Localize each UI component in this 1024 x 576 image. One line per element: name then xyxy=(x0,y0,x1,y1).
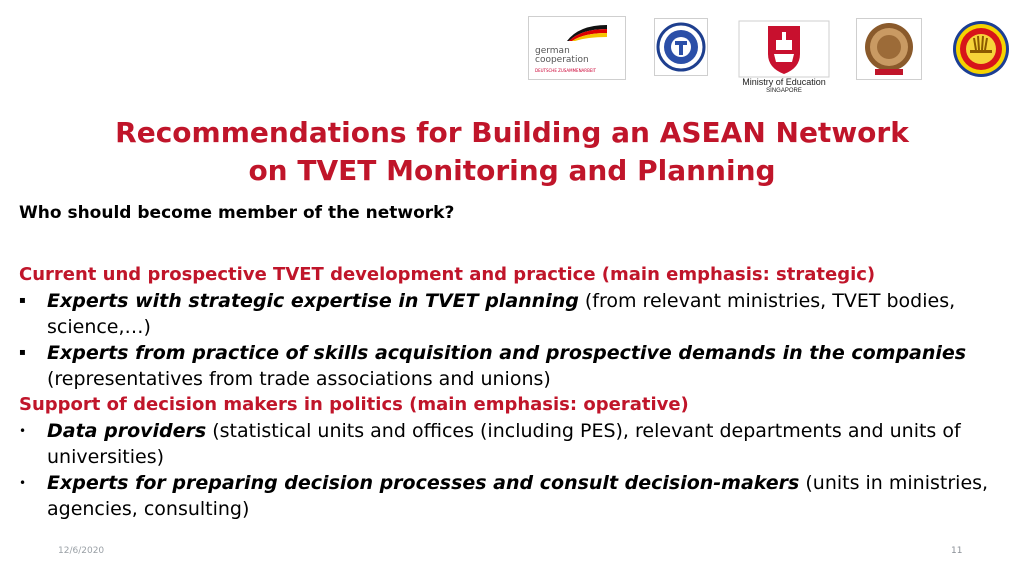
item-emphasis: Experts from practice of skills acquisition and prospective demands in the companies xyxy=(47,342,967,364)
asean-logo xyxy=(952,20,1010,78)
tesda-seal-logo xyxy=(654,18,708,76)
seal-icon xyxy=(857,19,921,79)
title-line-2: on TVET Monitoring and Planning xyxy=(248,154,776,187)
item-detail: (from relevant ministries, TVET bodies, science,…) xyxy=(47,290,956,338)
german-cooperation-logo xyxy=(528,16,626,80)
dot-bullet-icon: • xyxy=(19,424,27,438)
square-bullet-icon: ▪ xyxy=(19,347,26,358)
list-item xyxy=(19,418,1009,470)
moe-sublabel: SINGAPORE xyxy=(766,88,802,94)
gc-line1: german xyxy=(535,46,570,56)
item-detail: (statistical units and offices (including PES), relevant departments and units of universities) xyxy=(47,420,961,468)
tesda-seal-icon xyxy=(655,19,707,75)
list-item xyxy=(19,340,1009,392)
gc-line2: cooperation xyxy=(535,55,589,65)
question-heading: Who should become member of the network? xyxy=(19,203,455,223)
list-item xyxy=(19,470,1009,522)
moe-label: Ministry of Education xyxy=(742,77,826,87)
square-bullet-icon: ▪ xyxy=(19,295,26,306)
ministry-of-education-logo xyxy=(738,20,830,98)
dot-bullet-icon: • xyxy=(19,476,27,490)
item-emphasis: Experts for preparing decision processes and consult decision-makers xyxy=(47,472,800,494)
moe-crest-icon xyxy=(738,20,830,78)
item-emphasis: Data providers xyxy=(47,420,207,442)
item-emphasis: Experts with strategic expertise in TVET planning xyxy=(47,290,579,312)
logo-bar xyxy=(0,0,1024,100)
thai-ministry-seal-logo xyxy=(856,18,922,80)
page-number: 11 xyxy=(951,546,963,556)
footer-date: 12/6/2020 xyxy=(58,546,105,556)
section-heading-operative: Support of decision makers in politics (main emphasis: operative) xyxy=(19,394,689,415)
section-heading-strategic: Current und prospective TVET development and practice (main emphasis: strategic) xyxy=(19,264,876,285)
german-flag-wave-icon xyxy=(539,23,609,45)
slide-title xyxy=(0,114,1024,190)
title-line-1: Recommendations for Building an ASEAN Network xyxy=(115,116,909,149)
slide-body xyxy=(19,200,1009,522)
item-detail: (units in ministries, agencies, consulting) xyxy=(47,472,989,520)
item-detail: (representatives from trade associations and unions) xyxy=(47,368,551,390)
list-item xyxy=(19,288,1009,340)
asean-emblem-icon xyxy=(952,20,1010,78)
gc-subtitle: DEUTSCHE ZUSAMMENARBEIT xyxy=(535,68,596,73)
